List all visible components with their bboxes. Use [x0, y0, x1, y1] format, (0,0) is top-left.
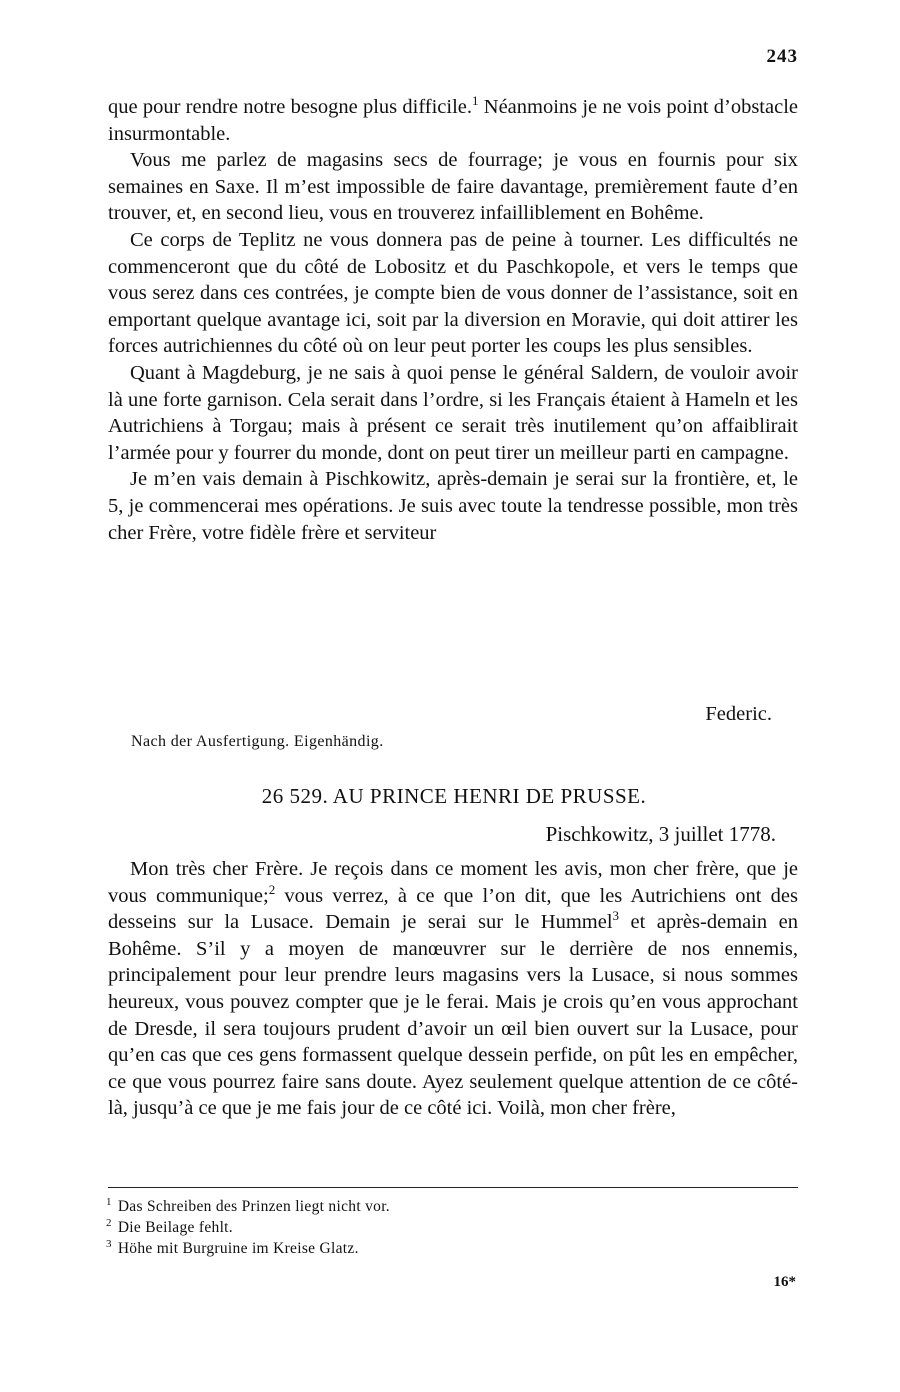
signature: Federic.	[705, 703, 772, 725]
source-note: Nach der Ausfertigung. Eigenhändig.	[131, 733, 384, 750]
footnote-ref-1: 1	[472, 93, 479, 109]
footnote-separator	[108, 1187, 798, 1188]
footnote-3: $^3$ Höhe mit Burgruine im Kreise Glatz.	[106, 1237, 359, 1257]
paragraph-4: Quant à Magdeburg, je ne sais à quoi pense le général Saldern, de vouloir avoir là une forte garnison. Cela serait dans l’ordre, si les Français étaient à Hameln et les Autrichiens à Torgau; mais à présent ce serait très inutilement qu’on affaiblirait l’armée pour y fourrer du monde, dont on peut tirer un meilleur parti en campagne.	[108, 361, 798, 464]
paragraph-3: Ce corps de Teplitz ne vous donnera pas de peine à tourner. Les difficultés ne commenceront que du côté de Lobositz et du Paschkopole, et vers le temps que vous serez dans ces contrées, je compte bien de vous donner de l’assistance, soit en emportant quelque avantage ici, soit par la diversion en Moravie, qui doit attirer les forces autrichiennes du côté où on leur peut porter les coups les plus sensibles.	[108, 228, 798, 358]
dateline: Pischkowitz, 3 juillet 1778.	[545, 822, 776, 846]
footnotes	[106, 1196, 390, 1259]
letter-body-1	[108, 94, 798, 546]
paragraph-2: Vous me parlez de magasins secs de fourrage; je vous en fournis pour six semaines en Saxe. Il m’est impossible de faire davantage, premièrement faute d’en trouver, et, en second lieu, vous en trouverez infailliblement en Bohême.	[108, 149, 798, 225]
footnote-ref-2: 2	[268, 881, 276, 897]
paragraph-6: Mon très cher Frère. Je reçois dans ce moment les avis, mon cher frère, que je vous communique;$^2$ vous verrez, à ce que l’on dit, que les Autrichiens ont des desseins sur la Lusace. Demain je serai sur le Hummel$^3$ et après-demain en Bohême. S’il y a moyen de manœuvrer sur le derrière de nos ennemis, principalement pour leur prendre leurs magasins vers la Lusace, si nous sommes heureux, vous pouvez compter que je le ferai. Mais je crois qu’en vous approchant de Dresde, il sera toujours prudent d’avoir un œil bien ouvert sur la Lusace, pour qu’en cas que ces gens formassent quelque dessein perfide, on pût les en empêcher, ce que vous pourrez faire sans doute. Ayez seulement quelque attention de ce côté-là, jusqu’à ce que je me fais jour de ce côté ici. Voilà, mon cher frère,	[108, 858, 798, 1120]
page-number: 243	[766, 46, 798, 67]
footnote-1: $^1$ Das Schreiben des Prinzen liegt nicht vor.	[106, 1195, 390, 1215]
paragraph-1: que pour rendre notre besogne plus difficile.$^1$ Néanmoins je ne vois point d’obstacle insurmontable.	[108, 93, 798, 145]
footnote-ref-3: 3	[612, 908, 620, 924]
footnote-2: $^2$ Die Beilage fehlt.	[106, 1216, 233, 1236]
letter-heading: 26 529. AU PRINCE HENRI DE PRUSSE.	[261, 784, 647, 808]
paragraph-5: Je m’en vais demain à Pischkowitz, après-demain je serai sur la frontière, et, le 5, je commencerai mes opérations. Je suis avec toute la tendresse possible, mon très cher Frère, votre fidèle frère et serviteur	[108, 468, 798, 544]
printer-signature-mark: 16*	[773, 1274, 796, 1290]
letter-body-2	[108, 856, 798, 1122]
